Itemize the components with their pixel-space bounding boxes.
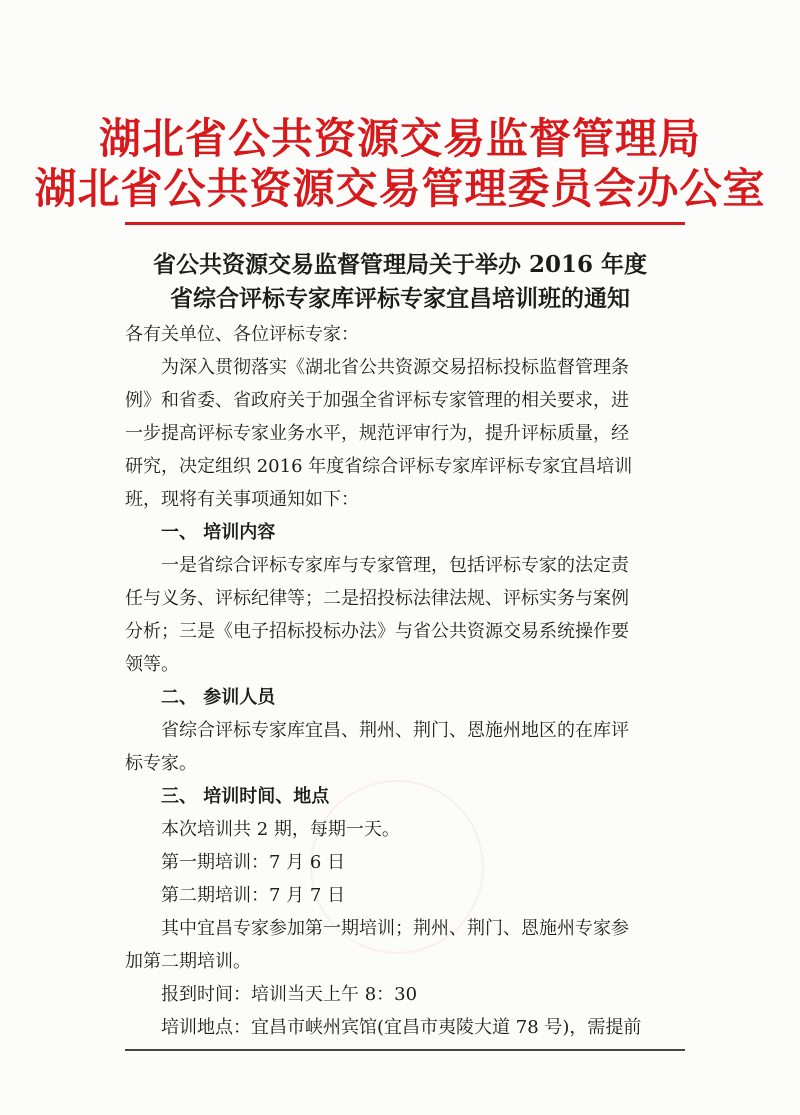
section-3-paragraph <box>125 813 685 1044</box>
intro-line: 班，现将有关事项通知如下： <box>125 489 359 510</box>
report-time: 报到时间：培训当天上午 8：30 <box>161 984 418 1005</box>
intro-line: 为深入贯彻落实《湖北省公共资源交易招标投标监督管理条 <box>161 357 629 378</box>
masthead-line-2: 湖北省公共资源交易管理委员会办公室 <box>34 164 766 213</box>
section-3-line: 本次培训共 2 期，每期一天。 <box>161 819 400 840</box>
section-2-line: 标专家。 <box>125 753 197 774</box>
intro-line: 例》和省委、省政府关于加强全省评标专家管理的相关要求，进 <box>125 390 629 411</box>
salutation: 各有关单位、各位评标专家： <box>125 324 359 345</box>
section-1-line: 任与义务、评标纪律等；二是招投标法律法规、评标实务与案例 <box>125 588 629 609</box>
section-1-line: 一是省综合评标专家库与专家管理，包括评标专家的法定责 <box>161 555 629 576</box>
section-3-note-line: 加第二期培训。 <box>125 951 251 972</box>
footer-rule <box>125 1049 685 1051</box>
notice-title-line-2: 省综合评标专家库评标专家宜昌培训班的通知 <box>170 285 630 312</box>
section-2-line: 省综合评标专家库宜昌、荆州、荆门、恩施州地区的在库评 <box>161 720 629 741</box>
section-3-note-line: 其中宜昌专家参加第一期培训；荆州、荆门、恩施州专家参 <box>161 918 629 939</box>
masthead-red-rule <box>125 222 685 225</box>
intro-paragraph <box>125 351 685 516</box>
notice-title-line-1: 省公共资源交易监督管理局关于举办 2016 年度 <box>152 251 648 278</box>
training-location: 培训地点：宜昌市峡州宾馆(宜昌市夷陵大道 78 号)，需提前 <box>161 1017 642 1038</box>
section-3-line: 第一期培训：7 月 6 日 <box>161 852 346 873</box>
intro-line: 一步提高评标专家业务水平，规范评审行为，提升评标质量，经 <box>125 423 629 444</box>
intro-line: 研究，决定组织 2016 年度省综合评标专家库评标专家宜昌培训 <box>125 456 633 477</box>
section-3-heading: 三、 培训时间、地点 <box>161 786 330 807</box>
section-3-line: 第二期培训：7 月 7 日 <box>161 885 346 906</box>
section-2-heading: 二、 参训人员 <box>161 687 276 708</box>
section-1-line: 领等。 <box>125 654 179 675</box>
section-1-paragraph <box>125 549 685 681</box>
body <box>125 318 685 1044</box>
section-1-heading: 一、 培训内容 <box>161 522 276 543</box>
masthead-line-1: 湖北省公共资源交易监督管理局 <box>98 114 701 163</box>
section-1-line: 分析；三是《电子招标投标办法》与省公共资源交易系统操作要 <box>125 621 629 642</box>
section-2-paragraph <box>125 714 685 780</box>
